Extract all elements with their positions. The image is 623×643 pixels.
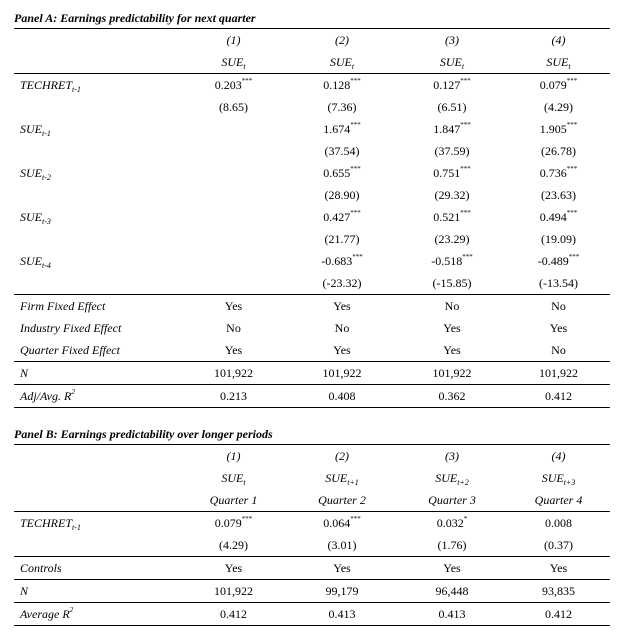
panel-b-title: Panel B: Earnings predictability over longer periods [14,427,273,441]
row-label: Controls [14,557,180,580]
coef-row [14,206,610,228]
row-label: $SUE_{t-1}$ [20,122,51,138]
tstat-cell: (-23.32) [287,272,397,295]
tstat-cell [180,140,287,162]
row-label-empty [14,140,180,162]
tstat-row [14,96,610,118]
col-number: (1) [180,445,287,468]
coef-row [14,162,610,184]
coef-cell: 0.203*** [214,77,253,92]
dep-var: $SUE_t$ [221,471,246,487]
coef-row [14,118,610,140]
tstat-cell: (-15.85) [397,272,507,295]
controls-cell: Yes [287,557,397,580]
n-row [14,580,610,603]
fe-cell: Yes [180,339,287,362]
panel-a-col-numbers [14,29,610,52]
coef-cell: 0.521*** [433,209,471,224]
tstat-row [14,272,610,295]
tstat-cell: (23.29) [434,232,470,246]
n-cell: 101,922 [180,362,287,385]
panel-a-dep-vars [14,51,610,74]
tstat-cell: (3.01) [287,534,397,557]
quarter-label: Quarter 1 [180,489,287,512]
coef-cell: -0.489*** [537,253,580,268]
tstat-cell: (37.59) [434,144,470,158]
row-label: Adj/Avg. $R^2$ [14,385,180,408]
tstat-cell: (29.32) [434,188,470,202]
dep-var: $SUE_{t+1}$ [325,471,359,487]
dep-var: $SUE_t$ [180,51,287,74]
col-number: (4) [507,29,610,52]
fe-cell: Yes [287,339,397,362]
coef-cell [180,118,287,140]
coef-cell [180,250,287,272]
row-label: $TECHRET_{t-1}$ [20,516,81,532]
panel-b-table [14,444,610,626]
coef-cell: 0.079*** [214,515,253,530]
panel-b-quarters [14,489,610,512]
r2-cell: 0.408 [287,385,397,408]
row-label-empty [14,228,180,250]
row-label-empty [14,184,180,206]
coef-cell: 0.064*** [323,515,361,530]
row-label-empty [14,96,180,118]
n-row [14,362,610,385]
n-cell: 101,922 [287,362,397,385]
row-label: $TECHRET_{t-1}$ [20,78,81,94]
r2-row [14,385,610,408]
coef-cell: 0.655*** [323,165,361,180]
tstat-row [14,228,610,250]
tstat-cell: (37.54) [324,144,360,158]
fe-cell: Yes [224,299,243,313]
fe-cell: Yes [333,299,351,313]
fixed-effect-row [14,339,610,362]
dep-var: $SUE_t$ [397,51,507,74]
coef-cell: 1.674*** [323,121,361,136]
coef-cell: 0.079*** [539,77,578,92]
fe-cell: Yes [443,321,461,335]
r2-cell: 0.412 [507,603,610,626]
tstat-cell: (-13.54) [507,272,610,295]
coef-cell: 0.494*** [539,209,578,224]
coef-cell: 0.127*** [433,77,471,92]
r2-cell: 0.413 [397,603,507,626]
row-label: N [14,362,180,385]
quarter-label: Quarter 2 [287,489,397,512]
tstat-cell [180,272,287,295]
n-cell: 96,448 [397,580,507,603]
coef-cell: 0.032* [436,515,468,530]
n-cell: 101,922 [507,362,610,385]
fe-cell: Yes [549,321,568,335]
coef-cell: -0.518*** [431,253,473,268]
n-cell: 99,179 [287,580,397,603]
coef-row [14,512,610,535]
n-cell: 93,835 [507,580,610,603]
col-number: (1) [180,29,287,52]
fe-cell: No [334,321,350,335]
tstat-cell: (28.90) [324,188,360,202]
coef-cell [180,162,287,184]
col-number: (3) [397,445,507,468]
r2-cell: 0.413 [287,603,397,626]
tstat-row [14,184,610,206]
row-label: N [14,580,180,603]
coef-cell: -0.683*** [321,253,363,268]
row-label: $SUE_{t-2}$ [20,166,51,182]
col-number: (4) [507,445,610,468]
panel-b-dep-vars [14,467,610,489]
coef-cell: 0.736*** [539,165,578,180]
panel-a-title: Panel A: Earnings predictability for next quarter [14,11,256,25]
n-cell: 101,922 [397,362,507,385]
dep-var: $SUE_t$ [287,51,397,74]
n-cell: 101,922 [180,580,287,603]
dep-var: $SUE_{t+3}$ [541,471,576,487]
tstat-row [14,534,610,557]
quarter-label: Quarter 3 [397,489,507,512]
quarter-label: Quarter 4 [507,489,610,512]
fe-cell: No [551,299,566,313]
col-number: (2) [287,29,397,52]
tstat-cell: (6.51) [437,100,467,114]
tstat-cell: (1.76) [397,534,507,557]
fe-cell: No [507,339,610,362]
tstat-cell: (26.78) [541,144,576,158]
r2-cell: 0.213 [180,385,287,408]
coef-cell: 0.427*** [323,209,361,224]
panel-a-table [14,28,610,408]
coef-cell: 0.751*** [433,165,471,180]
controls-cell: Yes [507,557,610,580]
row-label-empty [14,272,180,295]
fe-cell: No [226,321,241,335]
tstat-cell: (23.63) [541,188,576,202]
tstat-row [14,140,610,162]
coef-row [14,250,610,272]
regression-tables [14,8,610,626]
tstat-cell: (19.09) [541,232,576,246]
dep-var: $SUE_t$ [507,51,610,74]
fixed-effect-row [14,317,610,339]
controls-row [14,557,610,580]
col-number: (2) [287,445,397,468]
r2-cell: 0.412 [180,603,287,626]
row-label: $SUE_{t-3}$ [20,210,51,226]
tstat-cell: (4.29) [180,534,287,557]
coef-cell: 1.847*** [433,121,471,136]
tstat-cell: (7.36) [327,100,357,114]
fe-cell: No [444,299,460,313]
tstat-cell: (21.77) [324,232,360,246]
r2-cell: 0.412 [507,385,610,408]
fixed-effect-row [14,295,610,318]
coef-row [14,74,610,97]
controls-cell: Yes [180,557,287,580]
coef-cell: 1.905*** [539,121,578,136]
r2-row [14,603,610,626]
panel-b-col-numbers [14,445,610,468]
tstat-cell [180,228,287,250]
tstat-cell [180,184,287,206]
controls-cell: Yes [397,557,507,580]
r2-cell: 0.362 [397,385,507,408]
fe-cell: Yes [397,339,507,362]
row-label: $SUE_{t-4}$ [20,254,51,270]
dep-var: $SUE_{t+2}$ [435,471,469,487]
row-label: Firm Fixed Effect [20,299,106,313]
coef-cell [180,206,287,228]
tstat-cell: (0.37) [507,534,610,557]
tstat-cell: (8.65) [219,100,248,114]
row-label: Industry Fixed Effect [20,321,122,335]
row-label: Average $R^2$ [14,603,180,626]
col-number: (3) [397,29,507,52]
tstat-cell: (4.29) [544,100,573,114]
coef-cell: 0.008 [545,516,572,530]
coef-cell: 0.128*** [323,77,361,92]
row-label: Quarter Fixed Effect [14,339,180,362]
